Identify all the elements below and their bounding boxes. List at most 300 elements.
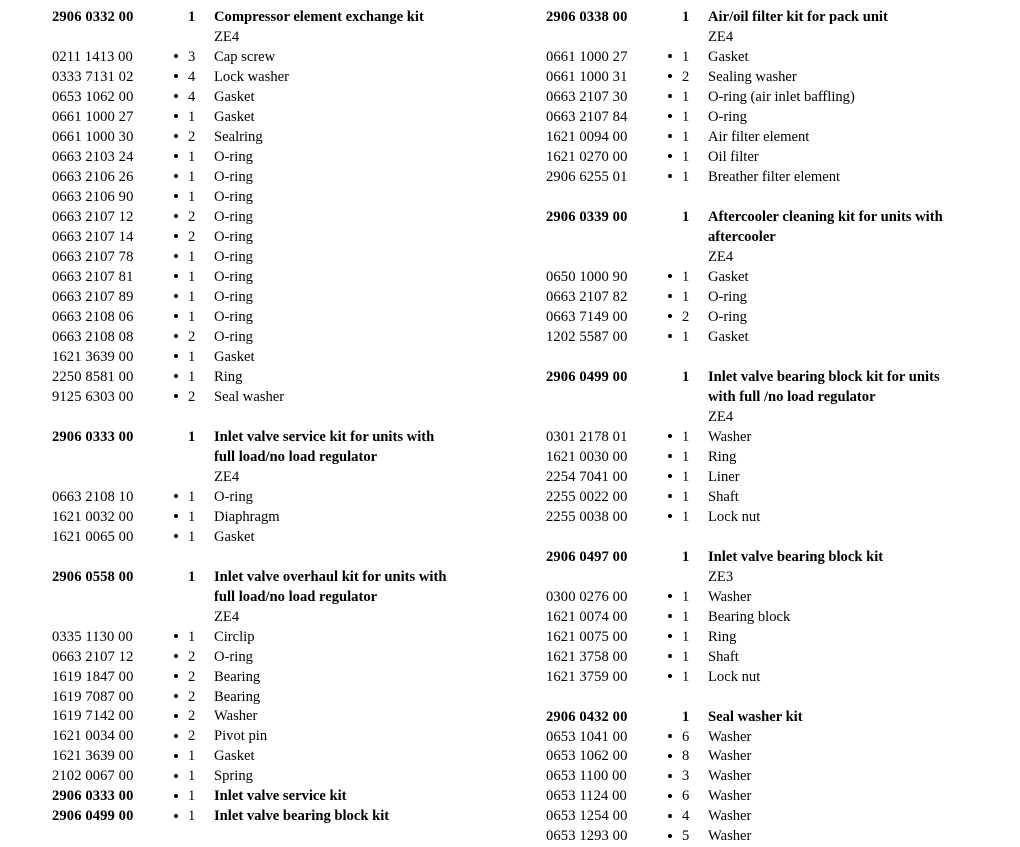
description: Ring <box>708 628 737 645</box>
bullet-icon <box>668 767 682 787</box>
spacer-cell <box>546 688 1020 708</box>
description: Circlip <box>214 628 255 645</box>
table-row <box>546 648 1020 668</box>
part-number: 0663 2107 12 <box>52 208 134 225</box>
bullet-icon <box>668 428 682 448</box>
bullet-icon <box>174 248 188 268</box>
description: Inlet valve bearing block kit for units <box>708 368 940 385</box>
row-spacer <box>546 348 1020 368</box>
quantity: 1 <box>188 188 196 205</box>
bullet-icon <box>174 48 188 68</box>
table-row <box>52 308 520 328</box>
bullet-icon <box>668 108 682 128</box>
quantity: 4 <box>188 88 196 105</box>
quantity: 1 <box>188 248 196 265</box>
dot-icon <box>174 694 178 698</box>
table-row <box>52 208 520 228</box>
quantity: 1 <box>682 368 690 385</box>
description: aftercooler <box>708 228 776 245</box>
dot-icon <box>174 814 178 818</box>
description: ZE4 <box>214 608 240 625</box>
bullet-icon <box>174 508 188 528</box>
bullet-icon <box>668 508 682 528</box>
description: O-ring <box>214 248 253 265</box>
quantity: 1 <box>188 488 196 505</box>
description: Washer <box>708 788 752 805</box>
bullet-icon <box>174 348 188 368</box>
quantity: 1 <box>682 268 690 285</box>
part-number: 1621 0094 00 <box>546 128 628 145</box>
description: ZE4 <box>214 28 240 45</box>
part-number: 1619 1847 00 <box>52 668 134 685</box>
kit-row <box>546 368 1020 388</box>
quantity: 1 <box>188 168 196 185</box>
quantity: 1 <box>682 548 690 565</box>
part-number: 1621 3758 00 <box>546 648 628 665</box>
bullet-icon <box>668 488 682 508</box>
part-number: 1621 3639 00 <box>52 348 134 365</box>
dot-icon <box>668 814 672 818</box>
part-number: 0653 1062 00 <box>52 88 134 105</box>
part-number <box>52 608 174 628</box>
parts-table-right <box>546 8 1020 847</box>
table-row <box>546 408 1020 428</box>
description: Diaphragm <box>214 508 280 525</box>
part-number: 0663 2106 26 <box>52 168 134 185</box>
part-number: 0653 1041 00 <box>546 728 628 745</box>
bullet-icon <box>668 708 682 728</box>
bullet-icon <box>668 168 682 188</box>
kit-row <box>52 448 520 468</box>
kit-row <box>546 708 1020 728</box>
dot-icon <box>174 54 178 58</box>
kit-row <box>52 428 520 448</box>
dot-icon <box>174 154 178 158</box>
spacer-cell <box>52 548 520 568</box>
table-row <box>546 628 1020 648</box>
bullet-icon <box>174 128 188 148</box>
quantity: 1 <box>188 348 196 365</box>
quantity: 1 <box>682 648 690 665</box>
part-number: 2906 0499 00 <box>52 808 134 825</box>
bullet-icon <box>668 568 682 588</box>
quantity: 1 <box>682 108 690 125</box>
dot-icon <box>668 134 672 138</box>
quantity <box>682 228 708 248</box>
bullet-icon <box>668 268 682 288</box>
table-row <box>546 88 1020 108</box>
spacer-cell <box>546 188 1020 208</box>
dot-icon <box>668 514 672 518</box>
quantity: 1 <box>188 148 196 165</box>
bullet-icon <box>174 428 188 448</box>
table-row <box>546 787 1020 807</box>
table-row <box>52 48 520 68</box>
quantity: 2 <box>188 728 196 745</box>
bullet-icon <box>174 688 188 708</box>
bullet-icon <box>668 128 682 148</box>
bullet-icon <box>174 168 188 188</box>
quantity: 1 <box>188 568 196 585</box>
part-number: 2254 7041 00 <box>546 468 628 485</box>
dot-icon <box>174 354 178 358</box>
table-row <box>546 807 1020 827</box>
part-number <box>52 28 174 48</box>
description: Gasket <box>708 268 749 285</box>
bullet-icon <box>174 368 188 388</box>
quantity: 8 <box>682 748 690 765</box>
quantity <box>188 588 214 608</box>
description: O-ring <box>214 488 253 505</box>
part-number: 0653 1254 00 <box>546 808 628 825</box>
dot-icon <box>668 334 672 338</box>
part-number: 0661 1000 31 <box>546 68 628 85</box>
part-number: 1619 7142 00 <box>52 708 134 725</box>
dot-icon <box>668 474 672 478</box>
table-row <box>52 128 520 148</box>
description: O-ring <box>214 168 253 185</box>
bullet-icon <box>668 148 682 168</box>
quantity: 1 <box>682 508 690 525</box>
dot-icon <box>174 94 178 98</box>
bullet-icon <box>174 228 188 248</box>
bullet-icon <box>174 488 188 508</box>
dot-icon <box>174 214 178 218</box>
quantity: 1 <box>188 628 196 645</box>
table-row <box>52 88 520 108</box>
quantity: 2 <box>682 68 690 85</box>
bullet-icon <box>668 248 682 268</box>
dot-icon <box>174 234 178 238</box>
dot-icon <box>174 674 178 678</box>
table-row <box>546 468 1020 488</box>
dot-icon <box>668 594 672 598</box>
bullet-icon <box>668 648 682 668</box>
bullet-icon <box>668 368 682 388</box>
quantity: 3 <box>682 768 690 785</box>
dot-icon <box>668 494 672 498</box>
part-number: 2906 0332 00 <box>52 9 134 25</box>
description: full load/no load regulator <box>214 588 378 605</box>
description: Bearing block <box>708 608 791 625</box>
quantity: 1 <box>682 128 690 145</box>
description: Washer <box>708 428 752 445</box>
quantity: 1 <box>682 668 690 685</box>
description: Washer <box>214 708 258 725</box>
table-row <box>52 188 520 208</box>
dot-icon <box>174 494 178 498</box>
bullet-icon <box>174 747 188 767</box>
table-row <box>52 68 520 88</box>
dot-icon <box>174 174 178 178</box>
bullet-icon <box>668 448 682 468</box>
description: Washer <box>708 828 752 845</box>
quantity: 1 <box>188 108 196 125</box>
description: Inlet valve bearing block kit <box>708 548 884 565</box>
table-row <box>546 508 1020 528</box>
bullet-icon <box>174 568 188 588</box>
part-number: 1621 0030 00 <box>546 448 628 465</box>
table-row <box>546 328 1020 348</box>
part-number: 1621 0074 00 <box>546 608 628 625</box>
description: Gasket <box>708 48 749 65</box>
dot-icon <box>668 154 672 158</box>
dot-icon <box>668 54 672 58</box>
description: Bearing <box>214 668 261 685</box>
bullet-icon <box>174 28 188 48</box>
part-number: 0663 2107 14 <box>52 228 134 245</box>
description: Oil filter <box>708 148 759 165</box>
table-row <box>546 588 1020 608</box>
row-spacer <box>52 408 520 428</box>
table-row <box>546 568 1020 588</box>
quantity: 1 <box>188 528 196 545</box>
description: O-ring <box>214 148 253 165</box>
table-row <box>546 728 1020 748</box>
quantity: 2 <box>188 388 196 405</box>
part-number: 0661 1000 27 <box>52 108 134 125</box>
part-number: 0335 1130 00 <box>52 628 133 645</box>
bullet-icon <box>668 48 682 68</box>
part-number: 2255 0022 00 <box>546 488 628 505</box>
part-number: 0661 1000 30 <box>52 128 134 145</box>
quantity: 2 <box>188 648 196 665</box>
dot-icon <box>668 654 672 658</box>
bullet-icon <box>668 747 682 767</box>
table-row <box>52 168 520 188</box>
bullet-icon <box>668 827 682 847</box>
bullet-icon <box>174 588 188 608</box>
part-number: 0653 1124 00 <box>546 788 627 805</box>
kit-row <box>546 228 1020 248</box>
table-row <box>52 528 520 548</box>
part-number: 2906 0499 00 <box>546 368 628 385</box>
dot-icon <box>668 454 672 458</box>
table-row <box>546 767 1020 787</box>
bullet-icon <box>668 288 682 308</box>
description: Gasket <box>214 348 255 365</box>
part-number: 2906 0432 00 <box>546 708 628 725</box>
spacer-cell <box>546 528 1020 548</box>
description: Ring <box>708 448 737 465</box>
bullet-icon <box>174 628 188 648</box>
bullet-icon <box>668 728 682 748</box>
part-number: 1621 3639 00 <box>52 748 134 765</box>
quantity <box>682 388 708 408</box>
part-number: 0333 7131 02 <box>52 68 134 85</box>
dot-icon <box>174 714 178 718</box>
quantity: 2 <box>682 308 690 325</box>
dot-icon <box>668 174 672 178</box>
dot-icon <box>668 74 672 78</box>
quantity: 2 <box>188 328 196 345</box>
bullet-icon <box>668 468 682 488</box>
description: O-ring <box>708 308 747 325</box>
description: Shaft <box>708 488 739 505</box>
description: Gasket <box>214 108 255 125</box>
part-number: 0663 2107 81 <box>52 268 134 285</box>
bullet-icon <box>174 328 188 348</box>
dot-icon <box>668 794 672 798</box>
table-row <box>52 108 520 128</box>
quantity: 4 <box>682 808 690 825</box>
part-number: 2906 0558 00 <box>52 568 134 585</box>
part-number <box>546 408 668 428</box>
description: Washer <box>708 728 752 745</box>
table-row <box>546 308 1020 328</box>
quantity: 1 <box>682 488 690 505</box>
description: ZE3 <box>708 568 734 585</box>
right-column <box>520 8 1020 847</box>
kit-row <box>546 8 1020 28</box>
table-row <box>52 608 520 628</box>
quantity: 1 <box>188 368 196 385</box>
quantity: 1 <box>682 608 690 625</box>
dot-icon <box>668 434 672 438</box>
dot-icon <box>174 534 178 538</box>
bullet-icon <box>174 787 188 807</box>
dot-icon <box>174 794 178 798</box>
part-number: 1202 5587 00 <box>546 328 628 345</box>
dot-icon <box>668 314 672 318</box>
bullet-icon <box>174 208 188 228</box>
dot-icon <box>668 754 672 758</box>
quantity: 1 <box>682 428 690 445</box>
dot-icon <box>668 674 672 678</box>
dot-icon <box>174 394 178 398</box>
quantity: 1 <box>682 588 690 605</box>
quantity: 1 <box>682 468 690 485</box>
quantity: 1 <box>188 788 196 805</box>
description: O-ring <box>708 108 747 125</box>
table-row <box>52 348 520 368</box>
table-row <box>52 388 520 408</box>
quantity: 1 <box>682 48 690 65</box>
dot-icon <box>174 774 178 778</box>
dot-icon <box>668 94 672 98</box>
quantity: 1 <box>188 748 196 765</box>
table-row <box>52 28 520 48</box>
bullet-icon <box>174 88 188 108</box>
part-number <box>52 588 174 608</box>
description: O-ring (air inlet baffling) <box>708 88 855 105</box>
bullet-icon <box>668 228 682 248</box>
description: Sealring <box>214 128 263 145</box>
table-row <box>52 688 520 708</box>
quantity: 1 <box>682 628 690 645</box>
dot-icon <box>668 834 672 838</box>
quantity: 1 <box>188 508 196 525</box>
description: Air filter element <box>708 128 810 145</box>
quantity <box>188 448 214 468</box>
table-row <box>52 727 520 747</box>
table-row <box>52 148 520 168</box>
quantity: 1 <box>682 328 690 345</box>
dot-icon <box>174 254 178 258</box>
quantity: 1 <box>682 148 690 165</box>
part-number: 0663 2108 06 <box>52 308 134 325</box>
description: Inlet valve service kit for units with <box>214 428 435 445</box>
dot-icon <box>174 114 178 118</box>
description: Bearing <box>214 688 261 705</box>
table-row <box>52 328 520 348</box>
bullet-icon <box>668 28 682 48</box>
bullet-icon <box>668 388 682 408</box>
quantity: 1 <box>188 308 196 325</box>
table-row <box>52 747 520 767</box>
description: O-ring <box>214 268 253 285</box>
bullet-icon <box>668 588 682 608</box>
table-row <box>52 288 520 308</box>
bullet-icon <box>174 288 188 308</box>
part-number: 2906 0338 00 <box>546 9 628 25</box>
quantity: 3 <box>188 48 196 65</box>
quantity <box>188 28 214 48</box>
quantity <box>682 408 708 428</box>
description: Cap screw <box>214 48 276 65</box>
part-number: 2906 0333 00 <box>52 428 134 445</box>
part-number: 0653 1100 00 <box>546 768 627 785</box>
description: Aftercooler cleaning kit for units with <box>708 208 943 225</box>
dot-icon <box>174 374 178 378</box>
part-number: 0663 7149 00 <box>546 308 628 325</box>
dot-icon <box>174 194 178 198</box>
bullet-icon <box>668 408 682 428</box>
bullet-icon <box>174 468 188 488</box>
part-number <box>52 448 174 468</box>
part-number: 0663 2108 08 <box>52 328 134 345</box>
dot-icon <box>668 614 672 618</box>
table-row <box>546 827 1020 847</box>
quantity: 1 <box>188 288 196 305</box>
dot-icon <box>174 734 178 738</box>
description: Gasket <box>214 748 255 765</box>
table-row <box>546 268 1020 288</box>
description: O-ring <box>214 188 253 205</box>
row-spacer <box>546 188 1020 208</box>
part-number <box>546 228 668 248</box>
description: Breather filter element <box>708 168 841 185</box>
quantity: 1 <box>682 88 690 105</box>
part-number <box>546 388 668 408</box>
bullet-icon <box>668 208 682 228</box>
bullet-icon <box>174 648 188 668</box>
row-spacer <box>52 548 520 568</box>
dot-icon <box>174 134 178 138</box>
left-column <box>0 8 520 847</box>
part-number: 0211 1413 00 <box>52 48 133 65</box>
dot-icon <box>668 274 672 278</box>
description: Lock nut <box>708 508 761 525</box>
part-number: 1621 0075 00 <box>546 628 628 645</box>
bullet-icon <box>668 787 682 807</box>
part-number: 0653 1062 00 <box>546 748 628 765</box>
description: Gasket <box>214 528 255 545</box>
bullet-icon <box>174 188 188 208</box>
part-number: 2255 0038 00 <box>546 508 628 525</box>
part-number <box>546 248 668 268</box>
dot-icon <box>668 734 672 738</box>
kit-row <box>52 588 520 608</box>
part-number: 2250 8581 00 <box>52 368 134 385</box>
quantity: 1 <box>682 9 690 25</box>
spacer-cell <box>52 408 520 428</box>
description: Washer <box>708 808 752 825</box>
table-row <box>546 168 1020 188</box>
description: Lock nut <box>708 668 761 685</box>
table-row <box>52 368 520 388</box>
part-number: 0663 2107 78 <box>52 248 134 265</box>
